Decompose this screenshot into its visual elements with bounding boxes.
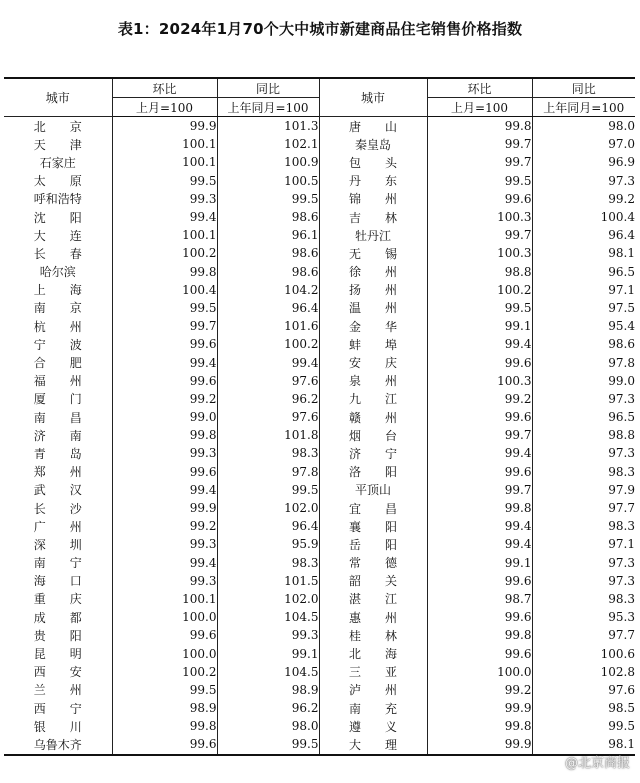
city-right-cell: 唐 山 <box>319 117 427 136</box>
mom-left-cell: 99.3 <box>112 535 217 553</box>
city-left-cell: 南 京 <box>4 299 112 317</box>
yoy-left-cell: 97.6 <box>217 372 319 390</box>
table-row <box>4 390 635 408</box>
mom-right-cell: 99.2 <box>427 390 532 408</box>
city-left-cell: 贵 阳 <box>4 626 112 644</box>
yoy-left-cell: 98.9 <box>217 681 319 699</box>
city-left-cell: 深 圳 <box>4 535 112 553</box>
table-row <box>4 517 635 535</box>
city-left-cell: 大 连 <box>4 226 112 244</box>
table-row <box>4 735 635 754</box>
table-row <box>4 226 635 244</box>
yoy-left-cell: 98.6 <box>217 244 319 262</box>
city-right-cell: 包 头 <box>319 153 427 171</box>
table-row <box>4 408 635 426</box>
mom-right-cell: 99.4 <box>427 535 532 553</box>
city-right-cell: 九 江 <box>319 390 427 408</box>
mom-left-cell: 100.0 <box>112 644 217 662</box>
mom-header-left: 环比 <box>112 78 217 98</box>
yoy-right-cell: 99.5 <box>532 717 635 735</box>
yoy-right-cell: 97.9 <box>532 481 635 499</box>
city-right-cell: 襄 阳 <box>319 517 427 535</box>
mom-right-cell: 99.6 <box>427 608 532 626</box>
yoy-left-cell: 99.5 <box>217 735 319 754</box>
mom-right-cell: 99.1 <box>427 317 532 335</box>
yoy-left-cell: 97.6 <box>217 408 319 426</box>
city-left-cell: 杭 州 <box>4 317 112 335</box>
yoy-left-cell: 99.5 <box>217 481 319 499</box>
yoy-right-cell: 100.6 <box>532 644 635 662</box>
yoy-left-cell: 100.5 <box>217 172 319 190</box>
city-right-cell: 平顶山 <box>319 481 427 499</box>
mom-left-cell: 100.4 <box>112 281 217 299</box>
table-row <box>4 644 635 662</box>
yoy-right-cell: 98.5 <box>532 699 635 717</box>
mom-base-left: 上月=100 <box>112 98 217 117</box>
mom-left-cell: 99.6 <box>112 372 217 390</box>
city-right-cell: 赣 州 <box>319 408 427 426</box>
yoy-right-cell: 97.6 <box>532 681 635 699</box>
city-right-cell: 吉 林 <box>319 208 427 226</box>
table-row <box>4 335 635 353</box>
city-right-cell: 三 亚 <box>319 663 427 681</box>
mom-right-cell: 99.9 <box>427 699 532 717</box>
mom-right-cell: 99.8 <box>427 717 532 735</box>
city-right-cell: 徐 州 <box>319 263 427 281</box>
yoy-left-cell: 96.1 <box>217 226 319 244</box>
mom-right-cell: 100.3 <box>427 372 532 390</box>
yoy-left-cell: 101.5 <box>217 572 319 590</box>
yoy-left-cell: 102.0 <box>217 499 319 517</box>
table-row <box>4 426 635 444</box>
table-row <box>4 499 635 517</box>
yoy-left-cell: 98.0 <box>217 717 319 735</box>
city-left-cell: 兰 州 <box>4 681 112 699</box>
city-right-cell: 泉 州 <box>319 372 427 390</box>
yoy-left-cell: 101.3 <box>217 117 319 136</box>
yoy-left-cell: 96.4 <box>217 517 319 535</box>
city-left-cell: 海 口 <box>4 572 112 590</box>
mom-right-cell: 99.4 <box>427 444 532 462</box>
yoy-right-cell: 98.1 <box>532 244 635 262</box>
yoy-left-cell: 104.5 <box>217 608 319 626</box>
mom-right-cell: 100.3 <box>427 208 532 226</box>
yoy-left-cell: 102.0 <box>217 590 319 608</box>
yoy-right-cell: 98.6 <box>532 335 635 353</box>
yoy-right-cell: 98.3 <box>532 517 635 535</box>
yoy-left-cell: 100.2 <box>217 335 319 353</box>
mom-left-cell: 99.9 <box>112 117 217 136</box>
mom-left-cell: 99.7 <box>112 317 217 335</box>
city-left-cell: 北 京 <box>4 117 112 136</box>
header-row <box>4 78 635 98</box>
table-row <box>4 535 635 553</box>
city-left-cell: 西 安 <box>4 663 112 681</box>
city-left-cell: 长 沙 <box>4 499 112 517</box>
mom-left-cell: 99.6 <box>112 335 217 353</box>
city-left-cell: 上 海 <box>4 281 112 299</box>
yoy-right-cell: 97.3 <box>532 554 635 572</box>
yoy-right-cell: 97.1 <box>532 281 635 299</box>
city-left-cell: 成 都 <box>4 608 112 626</box>
mom-left-cell: 100.1 <box>112 135 217 153</box>
mom-header-right: 环比 <box>427 78 532 98</box>
mom-right-cell: 99.6 <box>427 644 532 662</box>
city-right-cell: 牡丹江 <box>319 226 427 244</box>
mom-left-cell: 100.2 <box>112 244 217 262</box>
yoy-right-cell: 102.8 <box>532 663 635 681</box>
city-left-cell: 银 川 <box>4 717 112 735</box>
mom-right-cell: 99.5 <box>427 172 532 190</box>
city-left-cell: 重 庆 <box>4 590 112 608</box>
city-left-cell: 南 宁 <box>4 554 112 572</box>
yoy-right-cell: 95.3 <box>532 608 635 626</box>
yoy-right-cell: 97.1 <box>532 535 635 553</box>
yoy-left-cell: 95.9 <box>217 535 319 553</box>
table-row <box>4 481 635 499</box>
city-left-cell: 福 州 <box>4 372 112 390</box>
table-row <box>4 572 635 590</box>
city-right-cell: 北 海 <box>319 644 427 662</box>
city-right-cell: 锦 州 <box>319 190 427 208</box>
table-row <box>4 353 635 371</box>
city-left-cell: 青 岛 <box>4 444 112 462</box>
yoy-left-cell: 99.5 <box>217 190 319 208</box>
yoy-right-cell: 97.3 <box>532 444 635 462</box>
mom-right-cell: 99.4 <box>427 335 532 353</box>
mom-left-cell: 99.2 <box>112 390 217 408</box>
yoy-right-cell: 97.7 <box>532 626 635 644</box>
city-left-cell: 长 春 <box>4 244 112 262</box>
price-index-table <box>4 77 635 756</box>
city-right-cell: 南 充 <box>319 699 427 717</box>
yoy-base-right: 上年同月=100 <box>532 98 635 117</box>
mom-base-right: 上月=100 <box>427 98 532 117</box>
mom-left-cell: 99.4 <box>112 554 217 572</box>
yoy-left-cell: 99.3 <box>217 626 319 644</box>
yoy-right-cell: 96.4 <box>532 226 635 244</box>
mom-left-cell: 98.9 <box>112 699 217 717</box>
city-right-cell: 温 州 <box>319 299 427 317</box>
mom-right-cell: 100.0 <box>427 663 532 681</box>
yoy-right-cell: 97.0 <box>532 135 635 153</box>
yoy-header-right: 同比 <box>532 78 635 98</box>
yoy-left-cell: 98.6 <box>217 263 319 281</box>
city-left-cell: 昆 明 <box>4 644 112 662</box>
mom-right-cell: 98.8 <box>427 263 532 281</box>
yoy-left-cell: 97.8 <box>217 463 319 481</box>
yoy-right-cell: 98.0 <box>532 117 635 136</box>
city-right-cell: 常 德 <box>319 554 427 572</box>
mom-left-cell: 99.5 <box>112 681 217 699</box>
yoy-right-cell: 97.7 <box>532 499 635 517</box>
city-left-cell: 石家庄 <box>4 153 112 171</box>
mom-right-cell: 99.8 <box>427 117 532 136</box>
yoy-left-cell: 101.8 <box>217 426 319 444</box>
mom-left-cell: 100.1 <box>112 226 217 244</box>
city-left-cell: 济 南 <box>4 426 112 444</box>
city-right-cell: 秦皇岛 <box>319 135 427 153</box>
mom-left-cell: 99.8 <box>112 717 217 735</box>
city-left-cell: 呼和浩特 <box>4 190 112 208</box>
yoy-left-cell: 99.1 <box>217 644 319 662</box>
yoy-right-cell: 97.8 <box>532 353 635 371</box>
yoy-left-cell: 96.4 <box>217 299 319 317</box>
city-left-cell: 武 汉 <box>4 481 112 499</box>
city-right-cell: 洛 阳 <box>319 463 427 481</box>
city-right-cell: 安 庆 <box>319 353 427 371</box>
table-row <box>4 463 635 481</box>
table-row <box>4 135 635 153</box>
table-row <box>4 263 635 281</box>
table-row <box>4 153 635 171</box>
city-right-cell: 大 理 <box>319 735 427 754</box>
city-right-cell: 烟 台 <box>319 426 427 444</box>
table-row <box>4 172 635 190</box>
yoy-right-cell: 97.3 <box>532 572 635 590</box>
mom-right-cell: 99.5 <box>427 299 532 317</box>
city-left-cell: 广 州 <box>4 517 112 535</box>
city-left-cell: 南 昌 <box>4 408 112 426</box>
mom-left-cell: 99.5 <box>112 172 217 190</box>
city-left-cell: 太 原 <box>4 172 112 190</box>
mom-left-cell: 99.2 <box>112 517 217 535</box>
mom-right-cell: 99.7 <box>427 226 532 244</box>
city-right-cell: 无 锡 <box>319 244 427 262</box>
mom-right-cell: 99.2 <box>427 681 532 699</box>
mom-left-cell: 100.0 <box>112 608 217 626</box>
city-right-cell: 岳 阳 <box>319 535 427 553</box>
mom-left-cell: 99.4 <box>112 208 217 226</box>
mom-left-cell: 100.1 <box>112 153 217 171</box>
mom-left-cell: 99.5 <box>112 299 217 317</box>
mom-right-cell: 99.6 <box>427 190 532 208</box>
city-left-cell: 沈 阳 <box>4 208 112 226</box>
table-row <box>4 372 635 390</box>
mom-left-cell: 99.3 <box>112 572 217 590</box>
city-left-cell: 哈尔滨 <box>4 263 112 281</box>
city-right-cell: 桂 林 <box>319 626 427 644</box>
yoy-right-cell: 96.9 <box>532 153 635 171</box>
mom-left-cell: 100.1 <box>112 590 217 608</box>
city-left-cell: 厦 门 <box>4 390 112 408</box>
city-right-cell: 韶 关 <box>319 572 427 590</box>
city-right-cell: 惠 州 <box>319 608 427 626</box>
mom-right-cell: 99.6 <box>427 353 532 371</box>
city-left-cell: 天 津 <box>4 135 112 153</box>
mom-right-cell: 99.6 <box>427 463 532 481</box>
yoy-left-cell: 100.9 <box>217 153 319 171</box>
mom-right-cell: 99.1 <box>427 554 532 572</box>
yoy-header-left: 同比 <box>217 78 319 98</box>
mom-right-cell: 99.7 <box>427 135 532 153</box>
yoy-left-cell: 99.4 <box>217 353 319 371</box>
table-row <box>4 317 635 335</box>
yoy-left-cell: 101.6 <box>217 317 319 335</box>
mom-right-cell: 100.3 <box>427 244 532 262</box>
mom-left-cell: 99.3 <box>112 444 217 462</box>
yoy-left-cell: 96.2 <box>217 390 319 408</box>
city-right-cell: 宜 昌 <box>319 499 427 517</box>
city-left-cell: 郑 州 <box>4 463 112 481</box>
city-header-right: 城市 <box>319 78 427 117</box>
mom-right-cell: 100.2 <box>427 281 532 299</box>
mom-left-cell: 99.3 <box>112 190 217 208</box>
table-row <box>4 590 635 608</box>
mom-right-cell: 98.7 <box>427 590 532 608</box>
table-row <box>4 208 635 226</box>
city-right-cell: 济 宁 <box>319 444 427 462</box>
mom-left-cell: 99.6 <box>112 626 217 644</box>
city-right-cell: 扬 州 <box>319 281 427 299</box>
yoy-left-cell: 98.6 <box>217 208 319 226</box>
mom-left-cell: 100.2 <box>112 663 217 681</box>
yoy-left-cell: 96.2 <box>217 699 319 717</box>
mom-right-cell: 99.8 <box>427 499 532 517</box>
yoy-right-cell: 96.5 <box>532 408 635 426</box>
yoy-right-cell: 95.4 <box>532 317 635 335</box>
mom-left-cell: 99.9 <box>112 499 217 517</box>
yoy-right-cell: 98.8 <box>532 426 635 444</box>
table-row <box>4 190 635 208</box>
city-right-cell: 湛 江 <box>319 590 427 608</box>
table-body <box>4 117 635 755</box>
yoy-right-cell: 99.0 <box>532 372 635 390</box>
table-row <box>4 244 635 262</box>
mom-right-cell: 99.6 <box>427 408 532 426</box>
city-right-cell: 泸 州 <box>319 681 427 699</box>
yoy-right-cell: 100.4 <box>532 208 635 226</box>
yoy-right-cell: 97.5 <box>532 299 635 317</box>
yoy-right-cell: 99.2 <box>532 190 635 208</box>
table-row <box>4 117 635 136</box>
mom-right-cell: 99.6 <box>427 572 532 590</box>
watermark: @北京商报 <box>564 756 630 771</box>
table-row <box>4 444 635 462</box>
mom-left-cell: 99.4 <box>112 353 217 371</box>
mom-left-cell: 99.6 <box>112 735 217 754</box>
city-right-cell: 金 华 <box>319 317 427 335</box>
yoy-left-cell: 104.5 <box>217 663 319 681</box>
yoy-right-cell: 97.3 <box>532 172 635 190</box>
city-left-cell: 宁 波 <box>4 335 112 353</box>
city-left-cell: 西 宁 <box>4 699 112 717</box>
yoy-left-cell: 98.3 <box>217 554 319 572</box>
mom-right-cell: 99.9 <box>427 735 532 754</box>
city-right-cell: 蚌 埠 <box>319 335 427 353</box>
mom-left-cell: 99.4 <box>112 481 217 499</box>
table-row <box>4 299 635 317</box>
yoy-base-left: 上年同月=100 <box>217 98 319 117</box>
mom-right-cell: 99.7 <box>427 153 532 171</box>
city-right-cell: 遵 义 <box>319 717 427 735</box>
city-header-left: 城市 <box>4 78 112 117</box>
yoy-right-cell: 97.3 <box>532 390 635 408</box>
table-row <box>4 717 635 735</box>
table-row <box>4 608 635 626</box>
city-right-cell: 丹 东 <box>319 172 427 190</box>
yoy-left-cell: 104.2 <box>217 281 319 299</box>
table-row <box>4 663 635 681</box>
yoy-right-cell: 98.1 <box>532 735 635 754</box>
city-left-cell: 乌鲁木齐 <box>4 735 112 754</box>
mom-left-cell: 99.8 <box>112 426 217 444</box>
yoy-right-cell: 98.3 <box>532 590 635 608</box>
table-row <box>4 681 635 699</box>
table-row <box>4 281 635 299</box>
mom-left-cell: 99.8 <box>112 263 217 281</box>
mom-left-cell: 99.6 <box>112 463 217 481</box>
mom-right-cell: 99.7 <box>427 426 532 444</box>
yoy-left-cell: 98.3 <box>217 444 319 462</box>
mom-right-cell: 99.8 <box>427 626 532 644</box>
city-left-cell: 合 肥 <box>4 353 112 371</box>
table-title: 表1：2024年1月70个大中城市新建商品住宅销售价格指数 <box>117 20 523 38</box>
yoy-right-cell: 96.5 <box>532 263 635 281</box>
mom-left-cell: 99.0 <box>112 408 217 426</box>
table-row <box>4 699 635 717</box>
mom-right-cell: 99.7 <box>427 481 532 499</box>
yoy-left-cell: 102.1 <box>217 135 319 153</box>
yoy-right-cell: 98.3 <box>532 463 635 481</box>
mom-right-cell: 99.4 <box>427 517 532 535</box>
table-row <box>4 626 635 644</box>
table-row <box>4 554 635 572</box>
